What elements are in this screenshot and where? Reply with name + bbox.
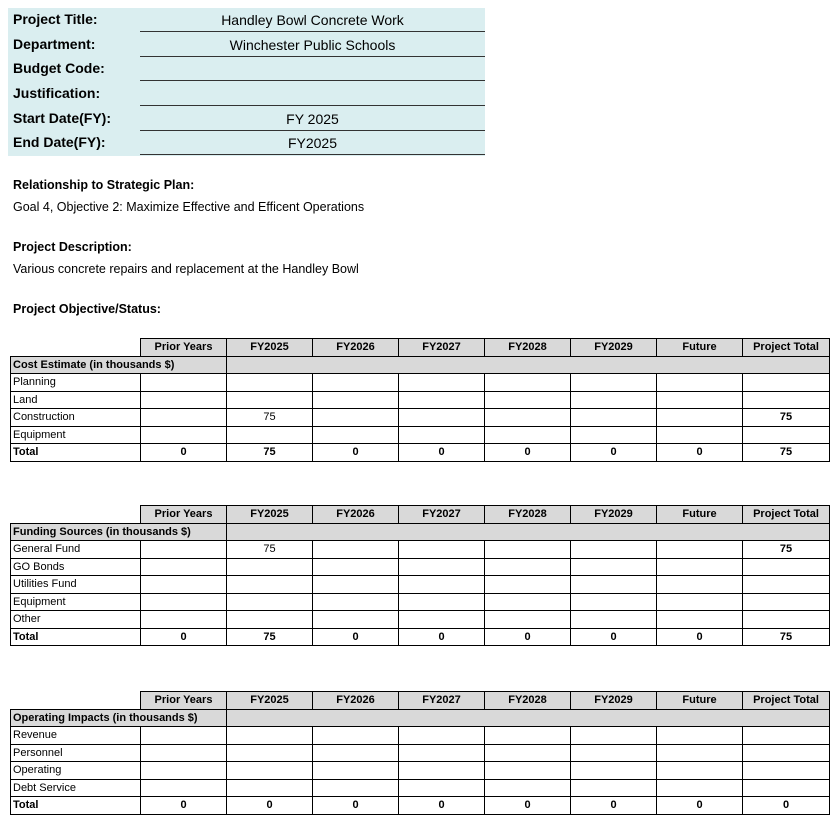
project-header — [8, 8, 485, 156]
value-cell[interactable] — [313, 558, 399, 576]
budget-code-row — [8, 57, 485, 81]
total-cell: 0 — [485, 444, 571, 462]
budget-code-label: Budget Code: — [13, 60, 105, 76]
column-header: FY2029 — [571, 339, 657, 357]
table-row — [11, 779, 830, 797]
column-header: Project Total — [743, 339, 830, 357]
value-cell[interactable] — [571, 374, 657, 392]
total-cell: 0 — [141, 444, 227, 462]
value-cell[interactable] — [571, 762, 657, 780]
row-label: General Fund — [11, 541, 141, 559]
total-row — [11, 797, 830, 815]
value-cell[interactable] — [313, 391, 399, 409]
value-cell[interactable] — [743, 426, 830, 444]
row-label: Land — [11, 391, 141, 409]
start-date-label: Start Date(FY): — [13, 110, 112, 126]
total-row — [11, 444, 830, 462]
value-cell[interactable] — [571, 744, 657, 762]
section-title: Funding Sources (in thousands $) — [11, 523, 227, 541]
value-cell[interactable] — [313, 541, 399, 559]
value-cell[interactable] — [399, 409, 485, 427]
project-objective-heading: Project Objective/Status: — [13, 302, 161, 316]
value-cell[interactable] — [657, 374, 743, 392]
project-description-heading: Project Description: — [13, 240, 132, 254]
total-cell: 0 — [399, 797, 485, 815]
value-cell[interactable] — [399, 762, 485, 780]
funding-sources-table — [10, 505, 830, 646]
row-label: Other — [11, 611, 141, 629]
value-cell[interactable] — [657, 541, 743, 559]
table-row — [11, 576, 830, 594]
table-row — [11, 426, 830, 444]
value-cell[interactable] — [141, 391, 227, 409]
total-cell: 0 — [743, 797, 830, 815]
value-cell[interactable] — [141, 374, 227, 392]
start-date-value[interactable]: FY 2025 — [140, 107, 485, 131]
table-row — [11, 541, 830, 559]
value-cell[interactable] — [399, 744, 485, 762]
column-header: Project Total — [743, 506, 830, 524]
row-label: Construction — [11, 409, 141, 427]
value-cell[interactable] — [485, 409, 571, 427]
value-cell[interactable] — [485, 541, 571, 559]
value-cell[interactable] — [657, 409, 743, 427]
value-cell[interactable] — [227, 374, 313, 392]
table-row — [11, 409, 830, 427]
value-cell[interactable] — [313, 576, 399, 594]
total-cell: 75 — [743, 628, 830, 646]
value-cell[interactable] — [657, 391, 743, 409]
total-label: Total — [11, 797, 141, 815]
value-cell[interactable] — [571, 593, 657, 611]
value-cell[interactable] — [227, 762, 313, 780]
total-cell: 75 — [227, 628, 313, 646]
value-cell[interactable] — [227, 593, 313, 611]
department-value[interactable]: Winchester Public Schools — [140, 33, 485, 57]
value-cell[interactable] — [743, 744, 830, 762]
column-header: FY2026 — [313, 506, 399, 524]
value-cell[interactable] — [313, 727, 399, 745]
row-label: Equipment — [11, 426, 141, 444]
section-title: Cost Estimate (in thousands $) — [11, 356, 227, 374]
value-cell[interactable] — [571, 558, 657, 576]
value-cell[interactable] — [571, 779, 657, 797]
value-cell[interactable]: 75 — [743, 541, 830, 559]
value-cell[interactable] — [313, 744, 399, 762]
value-cell[interactable] — [571, 541, 657, 559]
value-cell[interactable] — [399, 593, 485, 611]
value-cell[interactable] — [141, 744, 227, 762]
row-label: Utilities Fund — [11, 576, 141, 594]
total-cell: 75 — [743, 444, 830, 462]
table-row — [11, 611, 830, 629]
column-header-row — [11, 506, 830, 524]
value-cell[interactable] — [141, 541, 227, 559]
table-row — [11, 727, 830, 745]
value-cell[interactable] — [399, 426, 485, 444]
value-cell[interactable] — [743, 374, 830, 392]
value-cell[interactable] — [743, 593, 830, 611]
section-title-row — [11, 523, 830, 541]
table-row — [11, 762, 830, 780]
column-header: FY2026 — [313, 339, 399, 357]
value-cell[interactable] — [657, 779, 743, 797]
total-label: Total — [11, 628, 141, 646]
end-date-label: End Date(FY): — [13, 134, 106, 150]
value-cell[interactable] — [485, 762, 571, 780]
value-cell[interactable] — [313, 779, 399, 797]
total-cell: 0 — [313, 628, 399, 646]
section-title-row — [11, 356, 830, 374]
column-header-row — [11, 339, 830, 357]
total-cell: 0 — [399, 628, 485, 646]
row-label: Revenue — [11, 727, 141, 745]
value-cell[interactable] — [743, 576, 830, 594]
operating-impacts-table — [10, 691, 830, 815]
value-cell[interactable] — [227, 558, 313, 576]
value-cell[interactable] — [141, 762, 227, 780]
row-label: Equipment — [11, 593, 141, 611]
value-cell[interactable] — [485, 576, 571, 594]
value-cell[interactable] — [485, 611, 571, 629]
value-cell[interactable] — [141, 576, 227, 594]
table-row — [11, 391, 830, 409]
column-header: FY2027 — [399, 692, 485, 710]
value-cell[interactable] — [141, 727, 227, 745]
total-cell: 0 — [657, 797, 743, 815]
value-cell[interactable] — [485, 374, 571, 392]
total-cell: 0 — [571, 628, 657, 646]
header-corner-cell — [11, 506, 141, 524]
value-cell[interactable] — [399, 727, 485, 745]
row-label: Planning — [11, 374, 141, 392]
value-cell[interactable] — [141, 779, 227, 797]
value-cell[interactable] — [141, 593, 227, 611]
value-cell[interactable] — [227, 611, 313, 629]
column-header: FY2026 — [313, 692, 399, 710]
total-label: Total — [11, 444, 141, 462]
value-cell[interactable] — [657, 426, 743, 444]
department-row — [8, 33, 485, 57]
column-header: Future — [657, 339, 743, 357]
value-cell[interactable] — [399, 558, 485, 576]
section-title: Operating Impacts (in thousands $) — [11, 709, 227, 727]
total-cell: 0 — [657, 444, 743, 462]
value-cell[interactable] — [571, 409, 657, 427]
value-cell[interactable] — [227, 426, 313, 444]
justification-label: Justification: — [13, 85, 101, 101]
end-date-row — [8, 131, 485, 155]
project-title-value[interactable]: Handley Bowl Concrete Work — [140, 8, 485, 32]
value-cell[interactable] — [141, 409, 227, 427]
row-label: Personnel — [11, 744, 141, 762]
value-cell[interactable] — [571, 611, 657, 629]
value-cell[interactable] — [141, 426, 227, 444]
row-label: Operating — [11, 762, 141, 780]
value-cell[interactable] — [743, 611, 830, 629]
total-cell: 0 — [571, 797, 657, 815]
value-cell[interactable] — [141, 558, 227, 576]
value-cell[interactable] — [313, 611, 399, 629]
value-cell[interactable] — [399, 611, 485, 629]
column-header: FY2028 — [485, 339, 571, 357]
total-cell: 0 — [313, 444, 399, 462]
section-title-row — [11, 709, 830, 727]
column-header: FY2025 — [227, 692, 313, 710]
total-cell: 0 — [141, 628, 227, 646]
total-cell: 0 — [485, 628, 571, 646]
value-cell[interactable]: 75 — [227, 409, 313, 427]
column-header: FY2028 — [485, 506, 571, 524]
column-header: Prior Years — [141, 692, 227, 710]
value-cell[interactable] — [571, 576, 657, 594]
total-cell: 0 — [227, 797, 313, 815]
value-cell[interactable] — [485, 391, 571, 409]
value-cell[interactable] — [399, 541, 485, 559]
value-cell[interactable] — [227, 779, 313, 797]
value-cell[interactable] — [657, 744, 743, 762]
value-cell[interactable] — [657, 611, 743, 629]
value-cell[interactable] — [399, 391, 485, 409]
project-title-label: Project Title: — [13, 11, 98, 27]
header-corner-cell — [11, 692, 141, 710]
header-corner-cell — [11, 339, 141, 357]
value-cell[interactable] — [743, 391, 830, 409]
start-date-row — [8, 107, 485, 131]
section-title-filler — [227, 709, 830, 727]
strategic-plan-heading: Relationship to Strategic Plan: — [13, 178, 195, 192]
column-header: FY2027 — [399, 339, 485, 357]
strategic-plan-text: Goal 4, Objective 2: Maximize Effective and Efficent Operations — [13, 200, 365, 214]
column-header: Prior Years — [141, 339, 227, 357]
column-header: Project Total — [743, 692, 830, 710]
value-cell[interactable] — [141, 611, 227, 629]
value-cell[interactable] — [743, 727, 830, 745]
value-cell[interactable] — [485, 593, 571, 611]
value-cell[interactable] — [485, 426, 571, 444]
section-title-filler — [227, 523, 830, 541]
value-cell[interactable] — [399, 576, 485, 594]
value-cell[interactable] — [657, 576, 743, 594]
total-cell: 0 — [485, 797, 571, 815]
budget-code-value[interactable] — [140, 57, 485, 81]
total-cell: 0 — [399, 444, 485, 462]
value-cell[interactable] — [571, 426, 657, 444]
project-title-row — [8, 8, 485, 32]
total-cell: 0 — [313, 797, 399, 815]
justification-value[interactable] — [140, 82, 485, 106]
column-header: Prior Years — [141, 506, 227, 524]
value-cell[interactable] — [743, 762, 830, 780]
column-header: Future — [657, 692, 743, 710]
value-cell[interactable] — [657, 558, 743, 576]
value-cell[interactable] — [571, 727, 657, 745]
column-header: FY2027 — [399, 506, 485, 524]
column-header: FY2029 — [571, 506, 657, 524]
value-cell[interactable] — [313, 426, 399, 444]
justification-row — [8, 82, 485, 106]
value-cell[interactable] — [313, 374, 399, 392]
value-cell[interactable] — [227, 576, 313, 594]
project-description-text: Various concrete repairs and replacement at the Handley Bowl — [13, 262, 359, 276]
column-header: FY2025 — [227, 339, 313, 357]
row-label: GO Bonds — [11, 558, 141, 576]
column-header: Future — [657, 506, 743, 524]
row-label: Debt Service — [11, 779, 141, 797]
value-cell[interactable]: 75 — [227, 541, 313, 559]
value-cell[interactable] — [399, 779, 485, 797]
value-cell[interactable] — [571, 391, 657, 409]
value-cell[interactable] — [485, 779, 571, 797]
value-cell[interactable] — [227, 744, 313, 762]
total-cell: 75 — [227, 444, 313, 462]
value-cell[interactable] — [313, 762, 399, 780]
total-cell: 0 — [141, 797, 227, 815]
value-cell[interactable] — [485, 558, 571, 576]
value-cell[interactable] — [743, 779, 830, 797]
table-row — [11, 374, 830, 392]
value-cell[interactable] — [227, 727, 313, 745]
value-cell[interactable] — [313, 409, 399, 427]
column-header: FY2028 — [485, 692, 571, 710]
table-row — [11, 744, 830, 762]
value-cell[interactable]: 75 — [743, 409, 830, 427]
total-cell: 0 — [657, 628, 743, 646]
value-cell[interactable] — [657, 593, 743, 611]
table-row — [11, 593, 830, 611]
end-date-value[interactable]: FY2025 — [140, 131, 485, 155]
value-cell[interactable] — [743, 558, 830, 576]
value-cell[interactable] — [313, 593, 399, 611]
value-cell[interactable] — [485, 744, 571, 762]
value-cell[interactable] — [657, 762, 743, 780]
value-cell[interactable] — [485, 727, 571, 745]
table-row — [11, 558, 830, 576]
value-cell[interactable] — [399, 374, 485, 392]
total-row — [11, 628, 830, 646]
column-header: FY2025 — [227, 506, 313, 524]
cost-estimate-table — [10, 338, 830, 462]
department-label: Department: — [13, 36, 96, 52]
column-header: FY2029 — [571, 692, 657, 710]
value-cell[interactable] — [227, 391, 313, 409]
column-header-row — [11, 692, 830, 710]
section-title-filler — [227, 356, 830, 374]
total-cell: 0 — [571, 444, 657, 462]
value-cell[interactable] — [657, 727, 743, 745]
